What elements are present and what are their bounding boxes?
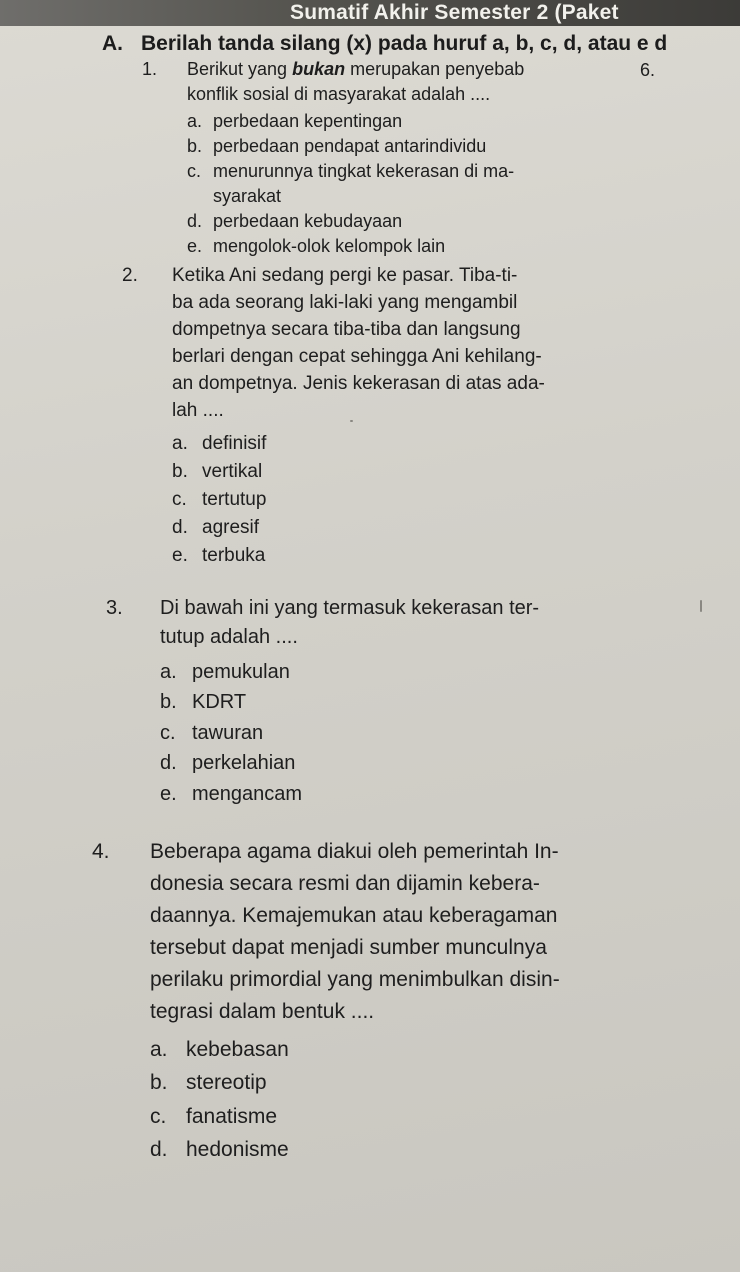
question-text-line: Beberapa agama diakui oleh pemerintah In- [150,840,559,863]
option-b[interactable]: b. vertikal [172,461,263,482]
option-c-continuation: syarakat [213,186,282,206]
option-c[interactable]: c. tawuran [160,722,264,744]
option-a[interactable]: a. kebebasan [150,1038,289,1061]
question-text-line: perilaku primordial yang menimbulkan disin- [150,968,560,991]
option-e[interactable]: e. mengolok-olok kelompok lain [187,236,446,256]
option-a[interactable]: a. definisif [172,433,267,454]
option-e[interactable]: e. terbuka [172,545,266,566]
option-b[interactable]: b. perbedaan pendapat antarindividu [187,136,487,156]
option-d[interactable]: d. hedonisme [150,1138,289,1161]
option-d[interactable]: d. agresif [172,517,260,538]
question-text-line: tersebut dapat menjadi sumber munculnya [150,936,547,959]
page-title: Sumatif Akhir Semester 2 (Paket [290,1,619,24]
question-number: 2. [122,265,138,286]
option-e[interactable]: e. mengancam [160,783,303,805]
section-instruction-text: Berilah tanda silang (x) pada huruf a, b, c, d, atau e d [141,32,668,55]
option-d[interactable]: d. perbedaan kebudayaan [187,211,403,231]
question-text-line: donesia secara resmi dan dijamin kebera- [150,872,540,895]
paper-mark [700,600,702,612]
question-text-line: tegrasi dalam bentuk .... [150,1000,375,1023]
option-c[interactable]: c. tertutup [172,489,267,510]
question-text-line: an dompetnya. Jenis kekerasan di atas ada- [172,373,545,394]
question-number: 1. [142,59,158,79]
header-band [0,0,740,26]
question-text-line: ba ada seorang laki-laki yang mengambil [172,292,518,313]
question-text-line: berlari dengan cepat sehingga Ani kehilang- [172,346,542,367]
question-text-line: lah .... [172,400,224,421]
question-text-line: dompetnya secara tiba-tiba dan langsung [172,319,521,340]
option-c[interactable]: c. fanatisme [150,1105,278,1128]
section-instruction [102,32,667,56]
paper-mark [350,420,353,422]
option-a[interactable]: a. pemukulan [160,661,290,683]
question-text-line: daannya. Kemajemukan atau keberagaman [150,904,558,927]
option-c[interactable]: c. menurunnya tingkat kekerasan di ma- [187,161,515,181]
option-b[interactable]: b. stereotip [150,1071,267,1094]
option-a[interactable]: a. perbedaan kepentingan [187,111,403,131]
emphasis-word: bukan [292,59,346,79]
question-number: 3. [106,597,123,619]
question-text-line: Ketika Ani sedang pergi ke pasar. Tiba-ti- [172,265,518,286]
question-text-line: tutup adalah .... [160,626,298,648]
question-text-line: Berikut yang bukan merupakan penyebab [187,59,525,79]
question-text-line: konflik sosial di masyarakat adalah .... [187,84,491,104]
question-number: 4. [92,840,110,863]
question-text-line: Di bawah ini yang termasuk kekerasan ter- [160,597,540,619]
side-question-number: 6. [640,60,656,80]
option-b[interactable]: b. KDRT [160,691,247,713]
section-letter: A. [102,32,123,55]
option-d[interactable]: d. perkelahian [160,752,296,774]
